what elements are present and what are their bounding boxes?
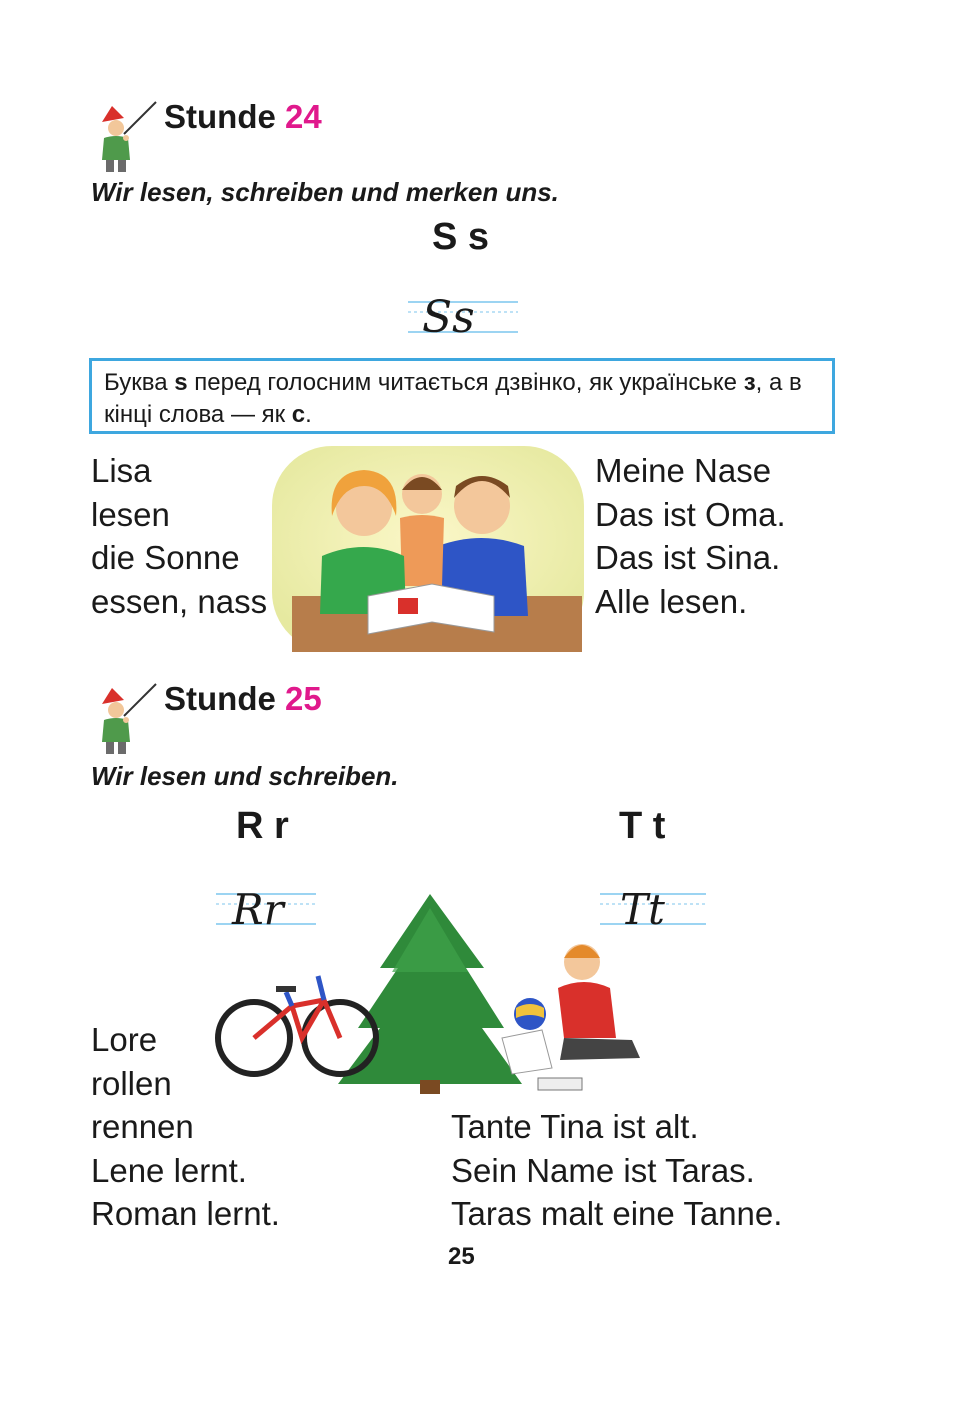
sentence: Das ist Oma. <box>595 495 786 533</box>
sentence: Taras malt eine Tanne. <box>451 1195 783 1232</box>
rule-text-4: . <box>305 401 312 428</box>
gnome-icon-24 <box>94 98 162 174</box>
rule-bold-s: s <box>174 369 188 396</box>
rule-bold-z: з <box>743 369 756 396</box>
rule-box <box>89 358 835 434</box>
letters-r: R r <box>236 805 289 847</box>
rule-text-3: , а в кінці слова — як <box>104 369 802 428</box>
word: Lisa <box>91 452 152 489</box>
lesson-24-right-words <box>595 449 786 623</box>
lesson-25-instruction: Wir lesen und schreiben. <box>91 761 399 791</box>
gnome-icon-25 <box>94 680 162 756</box>
rule-bold-s-cyr: с <box>291 401 306 428</box>
word: rennen <box>91 1108 194 1145</box>
lesson-24-left-words <box>91 449 267 623</box>
stunde-label: Stunde <box>164 98 276 135</box>
lesson-24-title <box>164 98 322 136</box>
svg-text:Rr: Rr <box>232 885 284 930</box>
lesson-25-title <box>164 680 322 718</box>
sentence: Tante Tina ist alt. <box>451 1108 699 1145</box>
letters-t: T t <box>619 805 666 847</box>
children-reading-illustration <box>272 446 584 652</box>
sentence: Sein Name ist Taras. <box>451 1151 755 1189</box>
letters-s: S s <box>432 216 490 258</box>
word: die Sonne <box>91 539 240 576</box>
word: Lene lernt. <box>91 1151 247 1189</box>
rule-text-2: перед голосним читається дзвінко, як українське <box>187 369 744 396</box>
lesson-24-instruction: Wir lesen, schreiben und merken uns. <box>91 177 559 207</box>
word: Roman lernt. <box>91 1195 280 1232</box>
script-s-svg <box>408 278 518 340</box>
lesson-number: 24 <box>285 98 322 135</box>
word: rollen <box>91 1064 172 1102</box>
sentence: Alle lesen. <box>595 582 748 620</box>
page-number: 25 <box>448 1243 475 1270</box>
stunde-label: Stunde <box>164 680 276 717</box>
lesson-number: 25 <box>285 680 322 717</box>
script-s-writing <box>408 278 518 340</box>
rule-text-1: Буква <box>104 369 175 396</box>
svg-text:Tt: Tt <box>620 885 665 930</box>
lesson-25-left-words <box>91 1018 280 1236</box>
sentence: Das ist Sina. <box>595 539 781 576</box>
word: lesen <box>91 495 170 533</box>
lesson-25-right-words <box>451 1105 782 1236</box>
sentence: Meine Nase <box>595 452 772 489</box>
svg-text:Ss: Ss <box>422 292 475 340</box>
word: essen, nass <box>91 582 268 620</box>
word: Lore <box>91 1021 158 1058</box>
